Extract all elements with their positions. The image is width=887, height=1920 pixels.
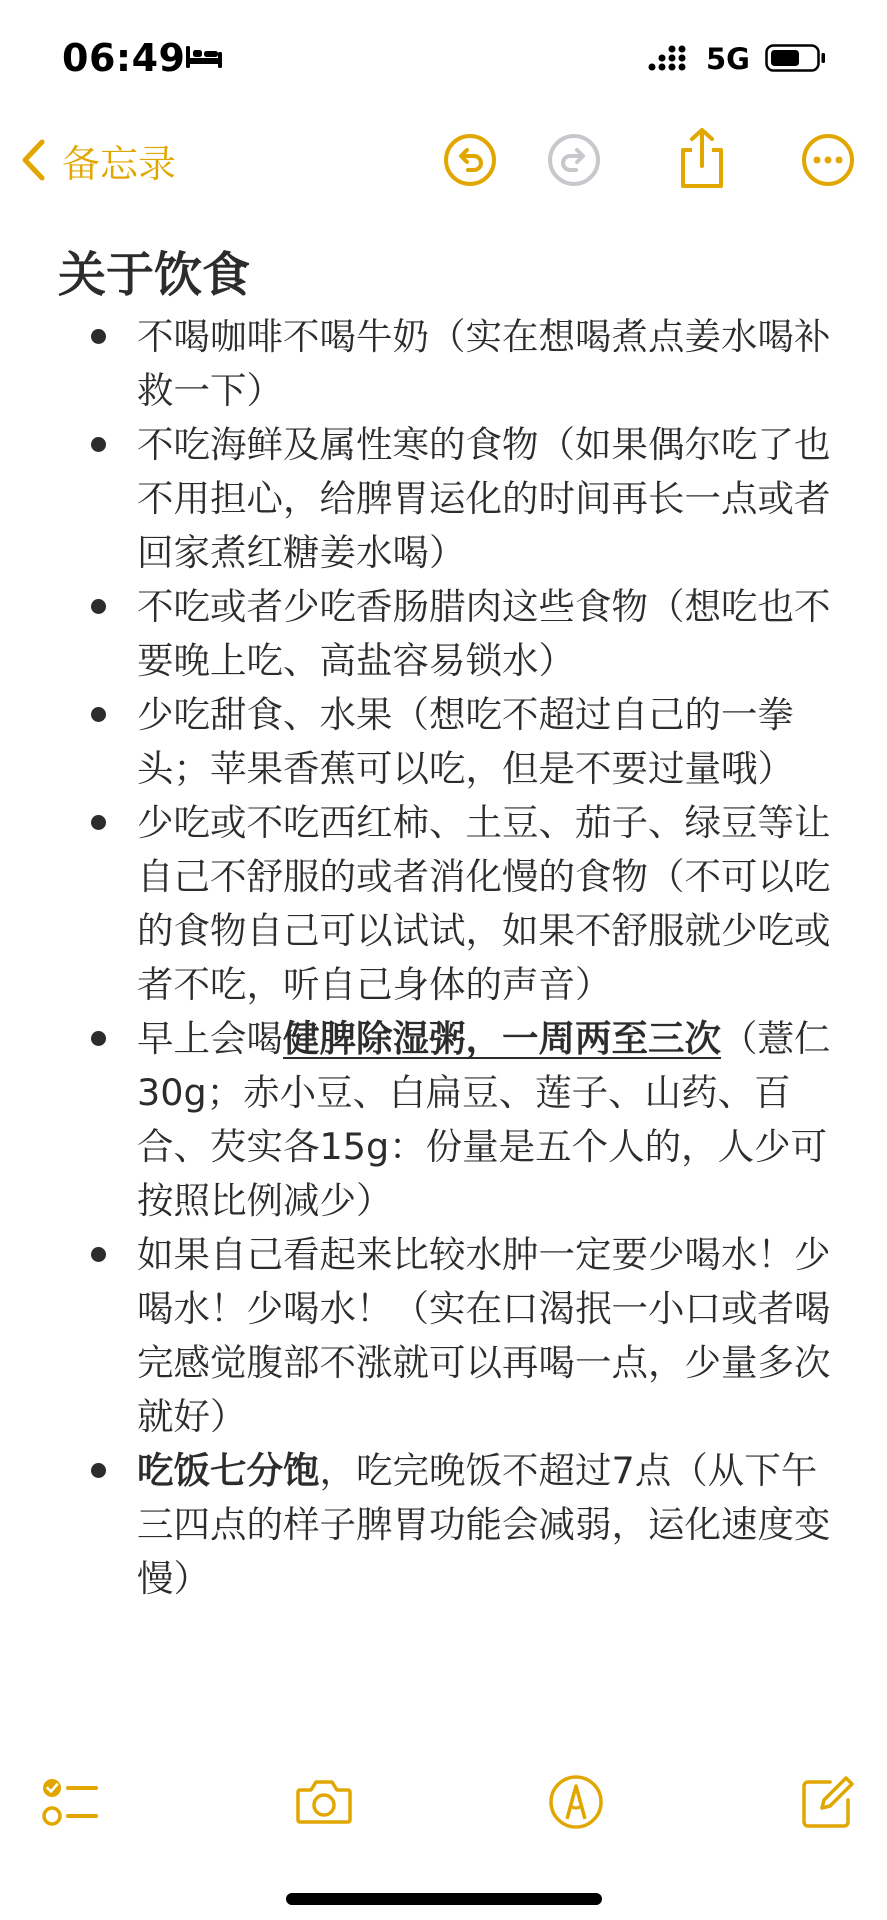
compose-button[interactable]: [798, 1772, 858, 1832]
list-item-text: 不吃或者少吃香肠腊肉这些食物（想吃也不要晚上吃、高盐容易锁水）: [137, 585, 831, 682]
list-item: [0, 418, 887, 580]
back-button[interactable]: [18, 130, 176, 190]
share-icon: [683, 130, 721, 186]
bullet-dot: [91, 815, 106, 830]
nav-bar: [0, 110, 887, 210]
back-label: 备忘录: [62, 141, 177, 186]
more-icon: [804, 136, 852, 184]
list-item-text: 不吃海鲜及属性寒的食物（如果偶尔吃了也不用担心，给脾胃运化的时间再长一点或者回家煮红糖姜水喝）: [137, 423, 831, 574]
list-item-text: 如果自己看起来比较水肿一定要少喝水！少喝水！少喝水！（实在口渴抿一小口或者喝完感觉腹部不涨就可以再喝一点，少量多次就好）: [137, 1233, 831, 1438]
status-time: 06:49: [62, 36, 186, 80]
bullet-dot: [91, 1463, 106, 1478]
checklist-icon: [43, 1779, 96, 1824]
redo-button[interactable]: [546, 132, 602, 188]
list-item: [0, 688, 887, 796]
markup-pen-icon: [551, 1777, 601, 1827]
note-body[interactable]: [0, 210, 887, 1740]
bullet-list: [0, 310, 887, 1606]
bullet-dot: [91, 437, 106, 452]
checklist-button[interactable]: [40, 1772, 100, 1832]
home-indicator[interactable]: [286, 1893, 602, 1905]
list-item-text: 少吃甜食、水果（想吃不超过自己的一拳头；苹果香蕉可以吃，但是不要过量哦）: [137, 693, 794, 790]
note-heading: 关于饮食: [58, 247, 251, 303]
list-item-text: 少吃或不吃西红柿、土豆、茄子、绿豆等让自己不舒服的或者消化慢的食物（不可以吃的食物自己可以试试，如果不舒服就少吃或者不吃，听自己身体的声音）: [137, 801, 831, 1006]
markup-button[interactable]: [546, 1772, 606, 1832]
list-item-bold-underline: 健脾除湿粥，一周两至三次: [283, 1017, 721, 1060]
list-item-text: 不喝咖啡不喝牛奶（实在想喝煮点姜水喝补救一下）: [137, 315, 831, 412]
bullet-dot: [91, 707, 106, 722]
cellular-signal-icon: [648, 44, 690, 72]
status-bar: [0, 0, 887, 110]
battery-icon: [765, 44, 827, 72]
list-item-bold: 吃饭七分饱: [137, 1449, 320, 1492]
list-item-suffix: ，吃完晚饭不超过7点（从下午三四点的样子脾胃功能会减弱，运化速度变慢）: [137, 1449, 831, 1600]
camera-button[interactable]: [294, 1772, 354, 1832]
camera-icon: [298, 1782, 350, 1822]
list-item: [0, 1012, 887, 1228]
share-button[interactable]: [674, 126, 730, 190]
list-item: [0, 1444, 887, 1606]
redo-icon: [550, 136, 598, 184]
bullet-dot: [91, 1247, 106, 1262]
list-item-prefix: 早上会喝: [137, 1017, 283, 1060]
undo-button[interactable]: [442, 132, 498, 188]
list-item: [0, 796, 887, 1012]
list-item: [0, 580, 887, 688]
compose-icon: [804, 1778, 852, 1826]
list-item: [0, 1228, 887, 1444]
bullet-dot: [91, 1031, 106, 1046]
list-item-suffix: （薏仁30g；赤小豆、白扁豆、莲子、山药、百合、芡实各15g：份量是五个人的，人少可按照比例减少）: [137, 1017, 831, 1222]
chevron-left-icon: [18, 137, 48, 183]
undo-icon: [446, 136, 494, 184]
bed-icon: [185, 44, 223, 70]
bullet-dot: [91, 599, 106, 614]
network-type: 5G: [706, 42, 750, 76]
more-button[interactable]: [800, 132, 856, 188]
list-item: [0, 310, 887, 418]
bullet-dot: [91, 329, 106, 344]
